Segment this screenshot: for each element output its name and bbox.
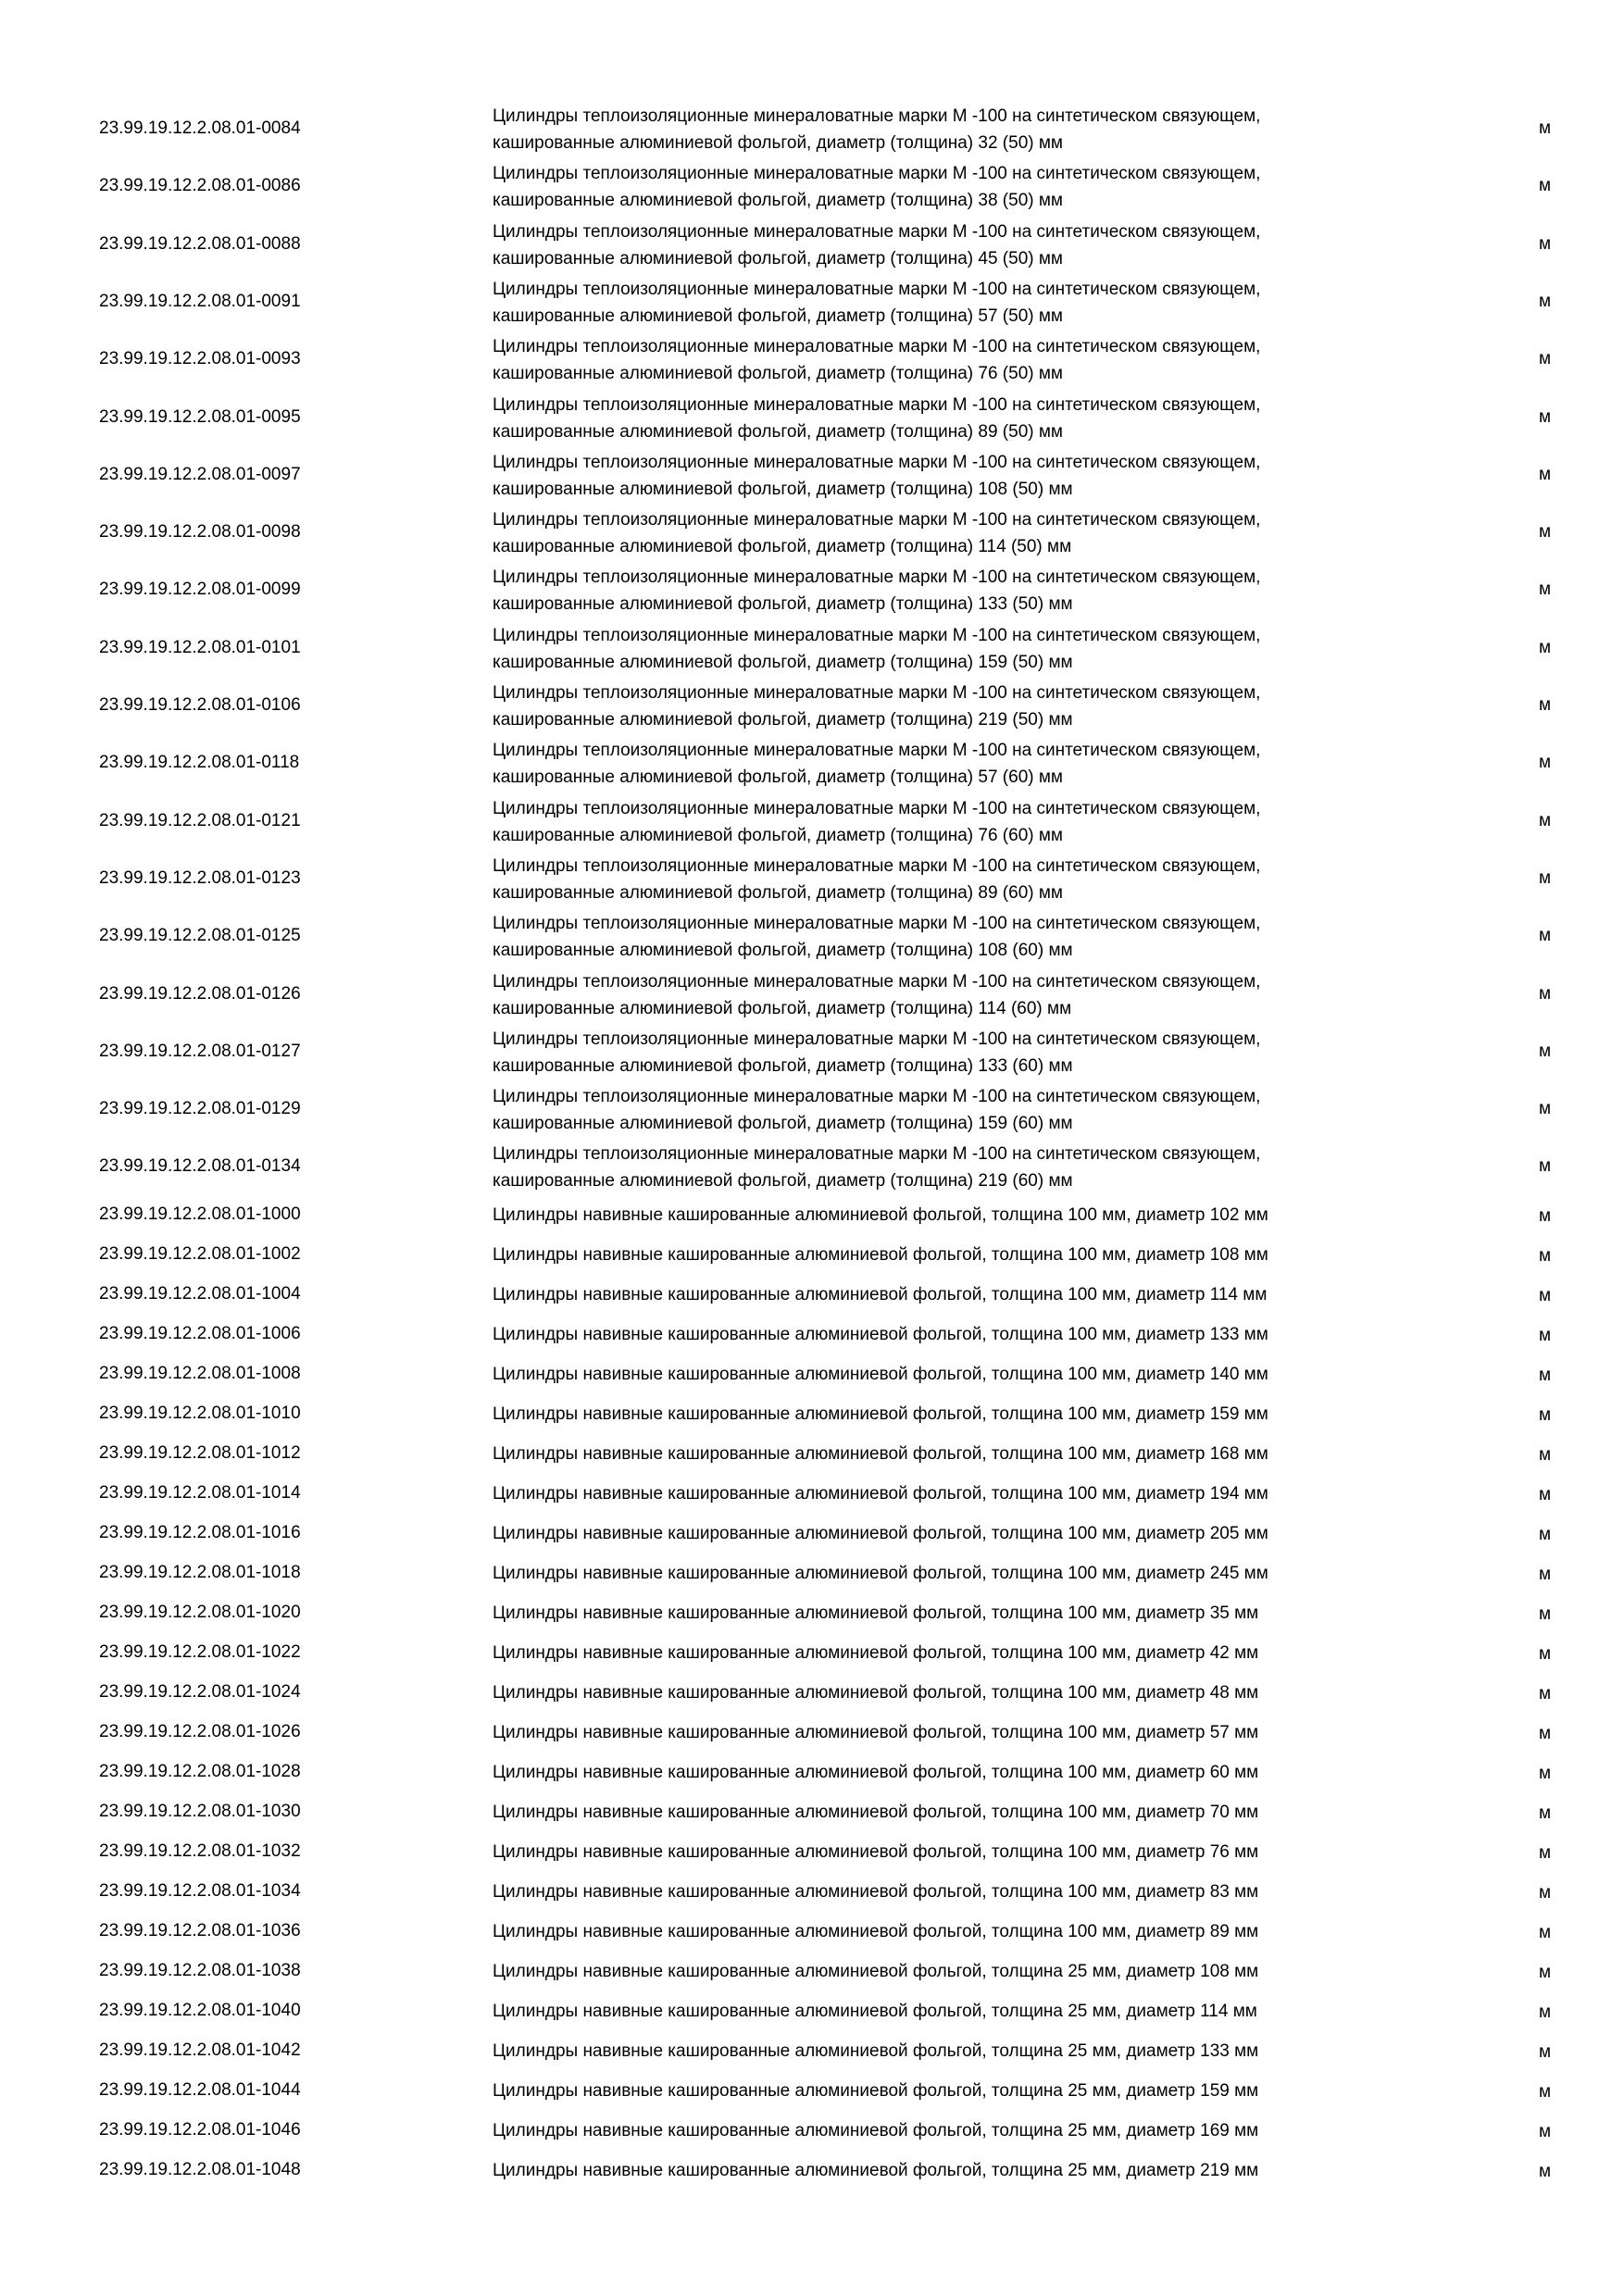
item-unit: м — [1539, 1644, 1552, 1664]
item-unit: м — [1539, 637, 1552, 657]
item-name — [493, 103, 1260, 156]
item-name: Цилиндры навивные кашированные алюминиевой фольгой, толщина 100 мм, диаметр 133 мм — [493, 1325, 1268, 1344]
item-unit: м — [1539, 119, 1552, 138]
item-name — [493, 160, 1260, 214]
item-name: Цилиндры навивные кашированные алюминиевой фольгой, толщина 25 мм, диаметр 219 мм — [493, 2161, 1259, 2180]
item-code: 23.99.19.12.2.08.01-0099 — [99, 580, 301, 600]
item-name-line: кашированные алюминиевой фольгой, диаметр (толщина) 57 (50) мм — [493, 306, 1063, 326]
item-code: 23.99.19.12.2.08.01-1024 — [99, 1682, 301, 1702]
item-code: 23.99.19.12.2.08.01-0086 — [99, 176, 301, 196]
item-name — [493, 795, 1260, 849]
item-unit: м — [1539, 2082, 1552, 2102]
item-code: 23.99.19.12.2.08.01-1038 — [99, 1961, 301, 1980]
item-unit: м — [1539, 1156, 1552, 1177]
item-name-line: кашированные алюминиевой фольгой, диаметр (толщина) 219 (60) мм — [493, 1171, 1073, 1192]
item-name-line: Цилиндры теплоизоляционные минераловатные марки М -100 на синтетическом связующем, — [493, 279, 1261, 299]
item-code: 23.99.19.12.2.08.01-1018 — [99, 1563, 301, 1582]
item-code: 23.99.19.12.2.08.01-1048 — [99, 2160, 301, 2179]
item-unit: м — [1539, 1764, 1552, 1783]
item-name: Цилиндры навивные кашированные алюминиевой фольгой, толщина 25 мм, диаметр 133 мм — [493, 2041, 1259, 2061]
item-name: Цилиндры навивные кашированные алюминиевой фольгой, толщина 25 мм, диаметр 159 мм — [493, 2081, 1259, 2101]
item-unit: м — [1539, 983, 1552, 1004]
item-code: 23.99.19.12.2.08.01-1040 — [99, 2001, 301, 2020]
item-name: Цилиндры навивные кашированные алюминиевой фольгой, толщина 25 мм, диаметр 169 мм — [493, 2121, 1259, 2140]
item-unit: м — [1539, 1286, 1552, 1305]
item-code: 23.99.19.12.2.08.01-0106 — [99, 695, 301, 715]
item-unit: м — [1539, 580, 1552, 600]
item-name — [493, 1026, 1260, 1079]
item-code: 23.99.19.12.2.08.01-0127 — [99, 1041, 301, 1061]
item-code: 23.99.19.12.2.08.01-0121 — [99, 810, 301, 830]
item-name — [493, 276, 1260, 330]
item-name — [493, 622, 1260, 676]
item-name-line: Цилиндры теплоизоляционные минераловатные марки М -100 на синтетическом связующем, — [493, 855, 1261, 876]
item-unit: м — [1539, 291, 1552, 311]
item-name — [493, 506, 1260, 560]
item-code: 23.99.19.12.2.08.01-0093 — [99, 349, 301, 369]
item-unit: м — [1539, 1883, 1552, 1903]
item-code: 23.99.19.12.2.08.01-1026 — [99, 1722, 301, 1741]
item-name — [493, 449, 1260, 503]
item-name-line: кашированные алюминиевой фольгой, диаметр (толщина) 38 (50) мм — [493, 191, 1063, 211]
item-name — [493, 737, 1260, 791]
item-code: 23.99.19.12.2.08.01-0095 — [99, 406, 301, 427]
item-name — [493, 392, 1260, 445]
item-unit: м — [1539, 810, 1552, 830]
item-name: Цилиндры навивные кашированные алюминиевой фольгой, толщина 100 мм, диаметр 168 мм — [493, 1444, 1268, 1464]
item-unit: м — [1539, 1724, 1552, 1743]
item-name-line: кашированные алюминиевой фольгой, диаметр (толщина) 45 (50) мм — [493, 248, 1063, 268]
item-name-line: Цилиндры теплоизоляционные минераловатные марки М -100 на синтетическом связующем, — [493, 337, 1261, 357]
item-unit: м — [1539, 1684, 1552, 1703]
item-name-line: кашированные алюминиевой фольгой, диаметр (толщина) 114 (60) мм — [493, 998, 1072, 1018]
item-name-line: Цилиндры теплоизоляционные минераловатные марки М -100 на синтетическом связующем, — [493, 1087, 1261, 1107]
item-code: 23.99.19.12.2.08.01-0123 — [99, 867, 301, 888]
item-unit: м — [1539, 176, 1552, 196]
item-name-line: Цилиндры теплоизоляционные минераловатные марки М -100 на синтетическом связующем, — [493, 683, 1261, 703]
item-name: Цилиндры навивные кашированные алюминиевой фольгой, толщина 100 мм, диаметр 140 мм — [493, 1365, 1268, 1384]
item-unit: м — [1539, 406, 1552, 427]
item-name-line: Цилиндры теплоизоляционные минераловатные марки М -100 на синтетическом связующем, — [493, 625, 1261, 645]
item-name-line: кашированные алюминиевой фольгой, диаметр (толщина) 159 (50) мм — [493, 652, 1073, 672]
item-name: Цилиндры навивные кашированные алюминиевой фольгой, толщина 100 мм, диаметр 60 мм — [493, 1763, 1259, 1782]
item-unit: м — [1539, 1326, 1552, 1345]
item-unit: м — [1539, 1206, 1552, 1226]
item-name-line: кашированные алюминиевой фольгой, диаметр (толщина) 133 (50) мм — [493, 594, 1073, 615]
item-unit: м — [1539, 867, 1552, 888]
item-name: Цилиндры навивные кашированные алюминиевой фольгой, толщина 100 мм, диаметр 194 мм — [493, 1484, 1268, 1504]
item-code: 23.99.19.12.2.08.01-0118 — [99, 753, 300, 773]
item-code: 23.99.19.12.2.08.01-1020 — [99, 1603, 301, 1622]
item-unit: м — [1539, 2162, 1552, 2181]
item-name — [493, 218, 1260, 272]
item-unit: м — [1539, 349, 1552, 369]
item-unit: м — [1539, 1525, 1552, 1544]
item-name-line: Цилиндры теплоизоляционные минераловатные марки М -100 на синтетическом связующем, — [493, 221, 1261, 242]
item-name-line: кашированные алюминиевой фольгой, диаметр (толщина) 108 (60) мм — [493, 941, 1073, 961]
item-name-line: Цилиндры теплоизоляционные минераловатные марки М -100 на синтетическом связующем, — [493, 106, 1261, 126]
item-code: 23.99.19.12.2.08.01-0088 — [99, 233, 301, 254]
item-unit: м — [1539, 1923, 1552, 1942]
item-unit: м — [1539, 1246, 1552, 1266]
item-code: 23.99.19.12.2.08.01-1044 — [99, 2080, 301, 2100]
item-name-line: Цилиндры теплоизоляционные минераловатные марки М -100 на синтетическом связующем, — [493, 798, 1261, 818]
item-name-line: Цилиндры теплоизоляционные минераловатные марки М -100 на синтетическом связующем, — [493, 568, 1261, 588]
item-name — [493, 1141, 1260, 1194]
item-code: 23.99.19.12.2.08.01-1002 — [99, 1244, 301, 1264]
item-name-line: кашированные алюминиевой фольгой, диаметр (толщина) 159 (60) мм — [493, 1114, 1073, 1134]
item-name: Цилиндры навивные кашированные алюминиевой фольгой, толщина 100 мм, диаметр 70 мм — [493, 1803, 1259, 1822]
item-name-line: Цилиндры теплоизоляционные минераловатные марки М -100 на синтетическом связующем, — [493, 510, 1261, 530]
item-name-line: кашированные алюминиевой фольгой, диаметр (толщина) 76 (50) мм — [493, 364, 1063, 384]
item-name-line: кашированные алюминиевой фольгой, диаметр (толщина) 57 (60) мм — [493, 767, 1063, 788]
item-unit: м — [1539, 2122, 1552, 2141]
item-code: 23.99.19.12.2.08.01-0084 — [99, 119, 301, 138]
item-name-line: Цилиндры теплоизоляционные минераловатные марки М -100 на синтетическом связующем, — [493, 741, 1261, 761]
item-unit: м — [1539, 233, 1552, 254]
item-code: 23.99.19.12.2.08.01-1014 — [99, 1483, 301, 1503]
item-code: 23.99.19.12.2.08.01-0098 — [99, 522, 301, 543]
item-name-line: Цилиндры теплоизоляционные минераловатные марки М -100 на синтетическом связующем, — [493, 1029, 1261, 1049]
item-code: 23.99.19.12.2.08.01-0091 — [99, 291, 301, 311]
item-name-line: кашированные алюминиевой фольгой, диаметр (толщина) 89 (50) мм — [493, 421, 1063, 442]
item-code: 23.99.19.12.2.08.01-1016 — [99, 1523, 301, 1542]
item-unit: м — [1539, 1041, 1552, 1061]
item-name: Цилиндры навивные кашированные алюминиевой фольгой, толщина 25 мм, диаметр 108 мм — [493, 1962, 1259, 1981]
item-name — [493, 853, 1260, 906]
item-unit: м — [1539, 1604, 1552, 1624]
item-code: 23.99.19.12.2.08.01-0101 — [99, 637, 301, 657]
item-code: 23.99.19.12.2.08.01-1036 — [99, 1921, 301, 1940]
item-code: 23.99.19.12.2.08.01-1010 — [99, 1404, 301, 1423]
item-name — [493, 564, 1260, 618]
item-name: Цилиндры навивные кашированные алюминиевой фольгой, толщина 25 мм, диаметр 114 мм — [493, 2002, 1257, 2021]
item-name-line: Цилиндры теплоизоляционные минераловатные марки М -100 на синтетическом связующем, — [493, 452, 1261, 472]
item-unit: м — [1539, 464, 1552, 484]
item-unit: м — [1539, 1843, 1552, 1863]
item-code: 23.99.19.12.2.08.01-0126 — [99, 983, 301, 1004]
item-name-line: Цилиндры теплоизоляционные минераловатные марки М -100 на синтетическом связующем, — [493, 971, 1261, 992]
item-name: Цилиндры навивные кашированные алюминиевой фольгой, толщина 100 мм, диаметр 48 мм — [493, 1683, 1259, 1703]
item-unit: м — [1539, 1485, 1552, 1504]
item-name-line: кашированные алюминиевой фольгой, диаметр (толщина) 114 (50) мм — [493, 537, 1072, 557]
item-name: Цилиндры навивные кашированные алюминиевой фольгой, толщина 100 мм, диаметр 245 мм — [493, 1564, 1268, 1583]
item-name — [493, 968, 1260, 1022]
item-code: 23.99.19.12.2.08.01-1012 — [99, 1443, 301, 1463]
item-code: 23.99.19.12.2.08.01-1004 — [99, 1284, 301, 1304]
item-unit: м — [1539, 1565, 1552, 1584]
item-name-line: кашированные алюминиевой фольгой, диаметр (толщина) 32 (50) мм — [493, 133, 1063, 153]
item-name-line: Цилиндры теплоизоляционные минераловатные марки М -100 на синтетическом связующем, — [493, 394, 1261, 415]
item-name-line: кашированные алюминиевой фольгой, диаметр (толщина) 108 (50) мм — [493, 479, 1073, 499]
item-code: 23.99.19.12.2.08.01-1034 — [99, 1881, 301, 1901]
item-name-line: Цилиндры теплоизоляционные минераловатные марки М -100 на синтетическом связующем, — [493, 1144, 1261, 1165]
item-name-line: Цилиндры теплоизоляционные минераловатные марки М -100 на синтетическом связующем, — [493, 164, 1261, 184]
item-name-line: кашированные алюминиевой фольгой, диаметр (толщина) 133 (60) мм — [493, 1055, 1073, 1076]
item-name: Цилиндры навивные кашированные алюминиевой фольгой, толщина 100 мм, диаметр 89 мм — [493, 1922, 1259, 1941]
item-unit: м — [1539, 1803, 1552, 1823]
item-unit: м — [1539, 695, 1552, 715]
item-unit: м — [1539, 2003, 1552, 2022]
item-unit: м — [1539, 1963, 1552, 1982]
item-name: Цилиндры навивные кашированные алюминиевой фольгой, толщина 100 мм, диаметр 159 мм — [493, 1404, 1268, 1424]
item-name: Цилиндры навивные кашированные алюминиевой фольгой, толщина 100 мм, диаметр 76 мм — [493, 1842, 1259, 1862]
item-name: Цилиндры навивные кашированные алюминиевой фольгой, толщина 100 мм, диаметр 114 мм — [493, 1285, 1268, 1304]
item-unit: м — [1539, 522, 1552, 543]
item-unit: м — [1539, 1366, 1552, 1385]
item-code: 23.99.19.12.2.08.01-0129 — [99, 1099, 301, 1119]
item-code: 23.99.19.12.2.08.01-1022 — [99, 1642, 301, 1662]
item-code: 23.99.19.12.2.08.01-0134 — [99, 1156, 301, 1177]
item-unit: м — [1539, 1405, 1552, 1425]
item-code: 23.99.19.12.2.08.01-0125 — [99, 926, 301, 946]
item-code: 23.99.19.12.2.08.01-1008 — [99, 1364, 301, 1383]
item-unit: м — [1539, 1099, 1552, 1119]
item-name-line: Цилиндры теплоизоляционные минераловатные марки М -100 на синтетическом связующем, — [493, 914, 1261, 934]
item-code: 23.99.19.12.2.08.01-1042 — [99, 2040, 301, 2060]
item-code: 23.99.19.12.2.08.01-1000 — [99, 1204, 301, 1224]
item-code: 23.99.19.12.2.08.01-1006 — [99, 1324, 301, 1343]
item-code: 23.99.19.12.2.08.01-1032 — [99, 1841, 301, 1861]
item-name: Цилиндры навивные кашированные алюминиевой фольгой, толщина 100 мм, диаметр 83 мм — [493, 1882, 1259, 1902]
item-name: Цилиндры навивные кашированные алюминиевой фольгой, толщина 100 мм, диаметр 57 мм — [493, 1723, 1259, 1742]
item-name: Цилиндры навивные кашированные алюминиевой фольгой, толщина 100 мм, диаметр 205 мм — [493, 1524, 1268, 1543]
item-unit: м — [1539, 1445, 1552, 1465]
item-code: 23.99.19.12.2.08.01-0097 — [99, 464, 301, 484]
item-unit: м — [1539, 753, 1552, 773]
item-name — [493, 1083, 1260, 1137]
item-unit: м — [1539, 2042, 1552, 2062]
item-code: 23.99.19.12.2.08.01-1030 — [99, 1802, 301, 1821]
item-name: Цилиндры навивные кашированные алюминиевой фольгой, толщина 100 мм, диаметр 108 мм — [493, 1245, 1268, 1265]
item-name-line: кашированные алюминиевой фольгой, диаметр (толщина) 89 (60) мм — [493, 882, 1063, 903]
item-name — [493, 680, 1260, 733]
item-name-line: кашированные алюминиевой фольгой, диаметр (толщина) 219 (50) мм — [493, 710, 1073, 730]
item-unit: м — [1539, 926, 1552, 946]
item-name — [493, 333, 1260, 387]
item-name: Цилиндры навивные кашированные алюминиевой фольгой, толщина 100 мм, диаметр 35 мм — [493, 1603, 1259, 1623]
item-name-line: кашированные алюминиевой фольгой, диаметр (толщина) 76 (60) мм — [493, 825, 1063, 845]
item-name: Цилиндры навивные кашированные алюминиевой фольгой, толщина 100 мм, диаметр 42 мм — [493, 1643, 1259, 1663]
item-name — [493, 910, 1260, 964]
item-name: Цилиндры навивные кашированные алюминиевой фольгой, толщина 100 мм, диаметр 102 мм — [493, 1205, 1268, 1225]
item-code: 23.99.19.12.2.08.01-1046 — [99, 2120, 301, 2140]
item-code: 23.99.19.12.2.08.01-1028 — [99, 1762, 301, 1781]
